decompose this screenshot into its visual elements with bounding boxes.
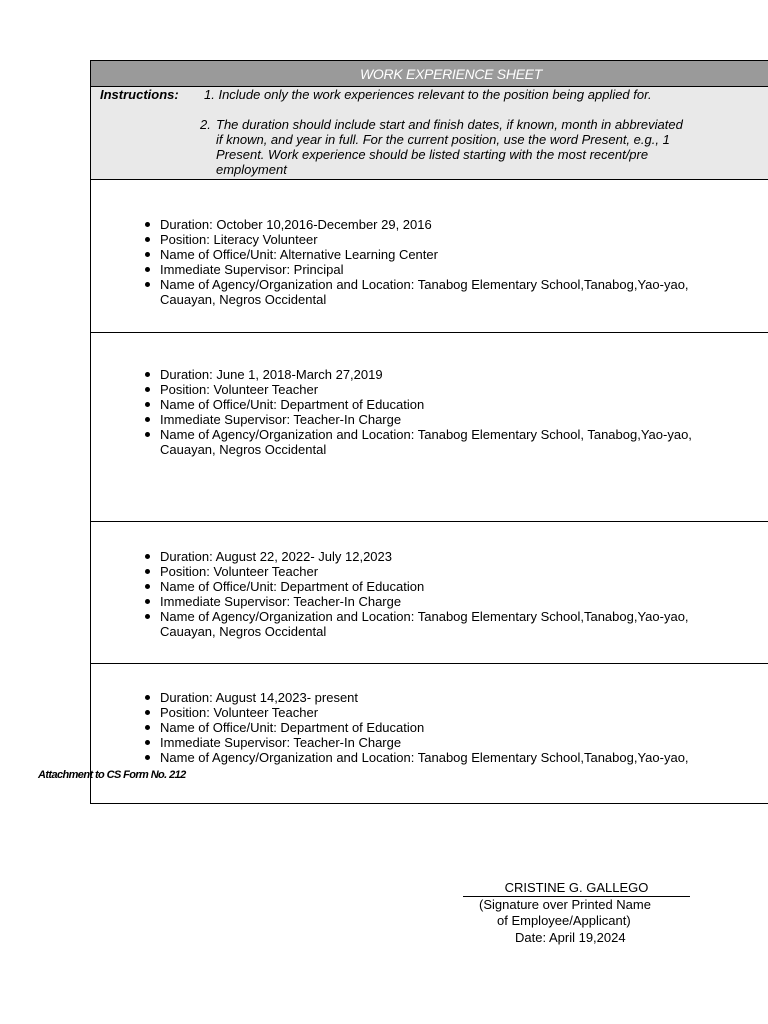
instruction-1: 1. Include only the work experiences relevant to the position being applied for. bbox=[204, 87, 652, 102]
instruction-2-line: The duration should include start and finish dates, if known, month in abbreviated bbox=[216, 117, 683, 132]
signature-date: Date: April 19,2024 bbox=[515, 930, 626, 945]
entry-office: Name of Office/Unit: Department of Education bbox=[143, 397, 692, 412]
instruction-2-number: 2. bbox=[200, 117, 211, 132]
experience-entry bbox=[91, 522, 768, 664]
entry-duration: Duration: June 1, 2018-March 27,2019 bbox=[143, 367, 692, 382]
entry-office: Name of Office/Unit: Department of Education bbox=[143, 720, 689, 735]
entry-position: Position: Volunteer Teacher bbox=[143, 382, 692, 397]
experience-entry bbox=[91, 664, 768, 805]
signature-caption: of Employee/Applicant) bbox=[497, 913, 631, 928]
entry-details-list bbox=[143, 217, 689, 307]
entry-supervisor: Immediate Supervisor: Teacher-In Charge bbox=[143, 412, 692, 427]
entry-supervisor: Immediate Supervisor: Principal bbox=[143, 262, 689, 277]
sheet-title: WORK EXPERIENCE SHEET bbox=[360, 66, 542, 82]
entry-supervisor: Immediate Supervisor: Teacher-In Charge bbox=[143, 594, 689, 609]
instruction-2-line: employment bbox=[216, 162, 287, 177]
entry-details-list bbox=[143, 367, 692, 457]
entry-position: Position: Literacy Volunteer bbox=[143, 232, 689, 247]
entry-duration: Duration: October 10,2016-December 29, 2016 bbox=[143, 217, 689, 232]
signature-caption: (Signature over Printed Name bbox=[479, 897, 651, 912]
entry-agency: Name of Agency/Organization and Location: Tanabog Elementary School,Tanabog,Yao-yao, bbox=[143, 277, 689, 292]
entry-details-list bbox=[143, 549, 689, 639]
instruction-2-line: if known, and year in full. For the current position, use the word Present, e.g., 1 bbox=[216, 132, 670, 147]
entry-position: Position: Volunteer Teacher bbox=[143, 564, 689, 579]
entry-agency: Name of Agency/Organization and Location: Tanabog Elementary School, Tanabog,Yao-yao, bbox=[143, 427, 692, 442]
entry-supervisor: Immediate Supervisor: Teacher-In Charge bbox=[143, 735, 689, 750]
title-bar bbox=[91, 61, 768, 87]
entry-agency-continued: Cauayan, Negros Occidental bbox=[160, 624, 327, 639]
entry-details-list bbox=[143, 690, 689, 765]
signatory-name: CRISTINE G. GALLEGO bbox=[463, 880, 690, 897]
entry-office: Name of Office/Unit: Alternative Learning Center bbox=[143, 247, 689, 262]
experience-entry bbox=[91, 333, 768, 522]
entry-position: Position: Volunteer Teacher bbox=[143, 705, 689, 720]
entry-duration: Duration: August 22, 2022- July 12,2023 bbox=[143, 549, 689, 564]
experience-entry bbox=[91, 180, 768, 333]
entry-agency-continued: Cauayan, Negros Occidental bbox=[160, 442, 327, 457]
instructions-box bbox=[91, 87, 768, 180]
instructions-label: Instructions: bbox=[100, 87, 179, 102]
entry-agency: Name of Agency/Organization and Location: Tanabog Elementary School,Tanabog,Yao-yao, bbox=[143, 750, 689, 765]
entry-agency: Name of Agency/Organization and Location: Tanabog Elementary School,Tanabog,Yao-yao, bbox=[143, 609, 689, 624]
entry-agency-continued: Cauayan, Negros Occidental bbox=[160, 292, 327, 307]
work-experience-sheet bbox=[90, 60, 768, 804]
entry-duration: Duration: August 14,2023- present bbox=[143, 690, 689, 705]
instruction-2-line: Present. Work experience should be listed starting with the most recent/pre bbox=[216, 147, 649, 162]
entry-office: Name of Office/Unit: Department of Education bbox=[143, 579, 689, 594]
attachment-note: Attachment to CS Form No. 212 bbox=[38, 769, 186, 781]
